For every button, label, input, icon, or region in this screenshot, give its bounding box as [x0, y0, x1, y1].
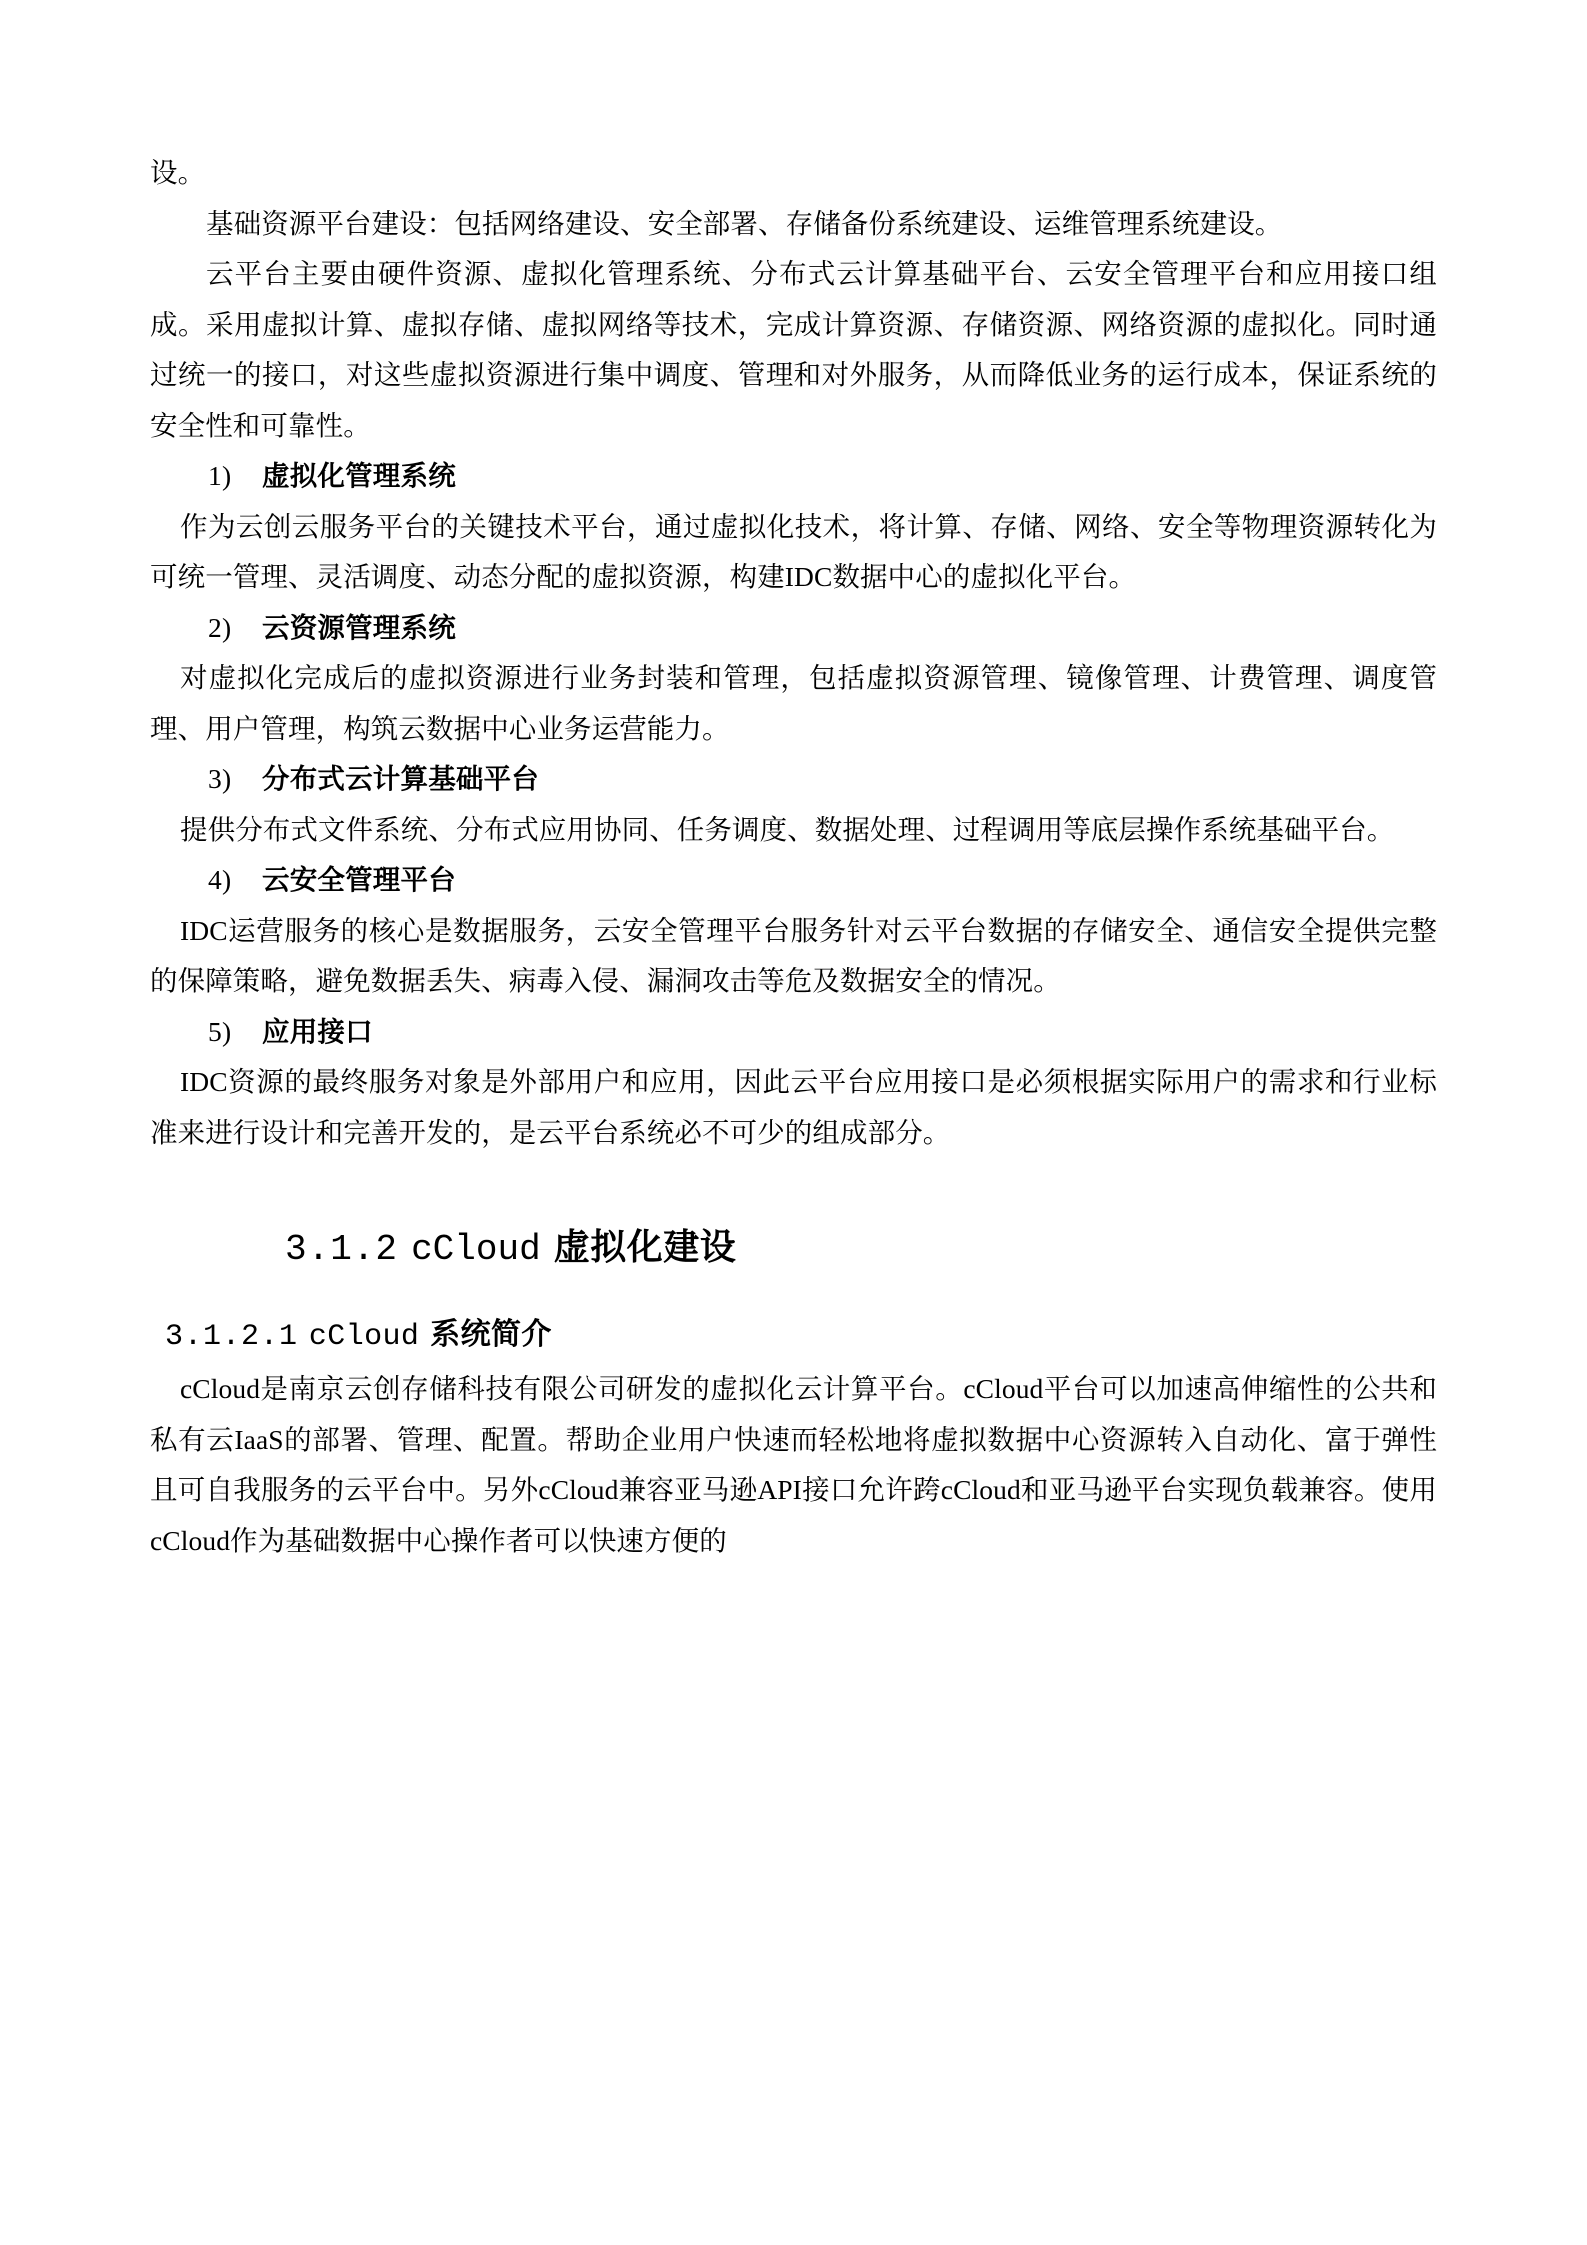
list-item-body-1: 作为云创云服务平台的关键技术平台，通过虚拟化技术，将计算、存储、网络、安全等物理资源转化为可统一管理、灵活调度、动态分配的虚拟资源，构建IDC数据中心的虚拟化平台。: [150, 510, 1437, 592]
list-item-body-5: IDC资源的最终服务对象是外部用户和应用，因此云平台应用接口是必须根据实际用户的需求和行业标准来进行设计和完善开发的，是云平台系统必不可少的组成部分。: [150, 1066, 1437, 1148]
list-item-heading-4: [150, 855, 1437, 906]
section-heading-3121-title: 系统简介: [430, 1317, 552, 1352]
list-item-title-3: 分布式云计算基础平台: [262, 763, 539, 795]
heading-spacer-mid: [150, 1278, 1437, 1308]
list-item-body-3: 提供分布式文件系统、分布式应用协同、任务调度、数据处理、过程调用等底层操作系统基础平台。: [180, 813, 1395, 845]
section-heading-312-number: 3.1.2: [285, 1229, 399, 1270]
section-heading-3121: [150, 1308, 1437, 1364]
paragraph-ccloud-intro: cCloud是南京云创存储科技有限公司研发的虚拟化云计算平台。cCloud平台可以加速高伸缩性的公共和私有云IaaS的部署、管理、配置。帮助企业用户快速而轻松地将虚拟数据中心资源转入自动化、富于弹性且可自我服务的云平台中。另外cCloud兼容亚马逊API接口允许跨cCloud和亚马逊平台实现负载兼容。使用cCloud作为基础数据中心操作者可以快速方便的: [150, 1373, 1437, 1556]
list-item-heading-1: [150, 451, 1437, 502]
section-heading-312: [150, 1220, 1437, 1278]
section-heading-312-latin: cCloud: [411, 1229, 541, 1270]
list-item-body-2: 对虚拟化完成后的虚拟资源进行业务封装和管理，包括虚拟资源管理、镜像管理、计费管理、调度管理、用户管理，构筑云数据中心业务运营能力。: [150, 662, 1437, 744]
list-item-number-5: 5): [208, 1015, 232, 1047]
list-item-title-4: 云安全管理平台: [262, 864, 456, 896]
list-item-number-2: 2): [208, 611, 232, 643]
paragraph-cloud-overview: 云平台主要由硬件资源、虚拟化管理系统、分布式云计算基础平台、云安全管理平台和应用接口组成。采用虚拟计算、虚拟存储、虚拟网络等技术，完成计算资源、存储资源、网络资源的虚拟化。同时通过统一的接口，对这些虚拟资源进行集中调度、管理和对外服务，从而降低业务的运行成本，保证系统的安全性和可靠性。: [150, 258, 1437, 441]
paragraph-platform-build: 基础资源平台建设：包括网络建设、安全部署、存储备份系统建设、运维管理系统建设。: [206, 207, 1283, 239]
list-item-heading-5: [150, 1007, 1437, 1058]
list-item-title-5: 应用接口: [262, 1015, 373, 1048]
list-item-title-2: 云资源管理系统: [262, 611, 456, 644]
list-item-heading-2: [150, 603, 1437, 654]
list-item-body-4: IDC运营服务的核心是数据服务，云安全管理平台服务针对云平台数据的存储安全、通信安全提供完整的保障策略，避免数据丢失、病毒入侵、漏洞攻击等危及数据安全的情况。: [150, 914, 1437, 996]
heading-spacer-above: [150, 1158, 1437, 1220]
page-content: [150, 148, 1437, 1566]
list-item-number-3: 3): [208, 763, 232, 794]
list-item-title-1: 虚拟化管理系统: [262, 460, 456, 492]
carryover-line: 设。: [150, 157, 206, 188]
section-heading-312-title: 虚拟化建设: [553, 1227, 737, 1268]
section-heading-3121-latin: cCloud: [308, 1320, 420, 1354]
list-item-number-4: 4): [208, 864, 232, 895]
section-heading-3121-number: 3.1.2.1: [165, 1320, 299, 1354]
list-item-heading-3: [150, 754, 1437, 805]
list-item-number-1: 1): [208, 460, 232, 491]
